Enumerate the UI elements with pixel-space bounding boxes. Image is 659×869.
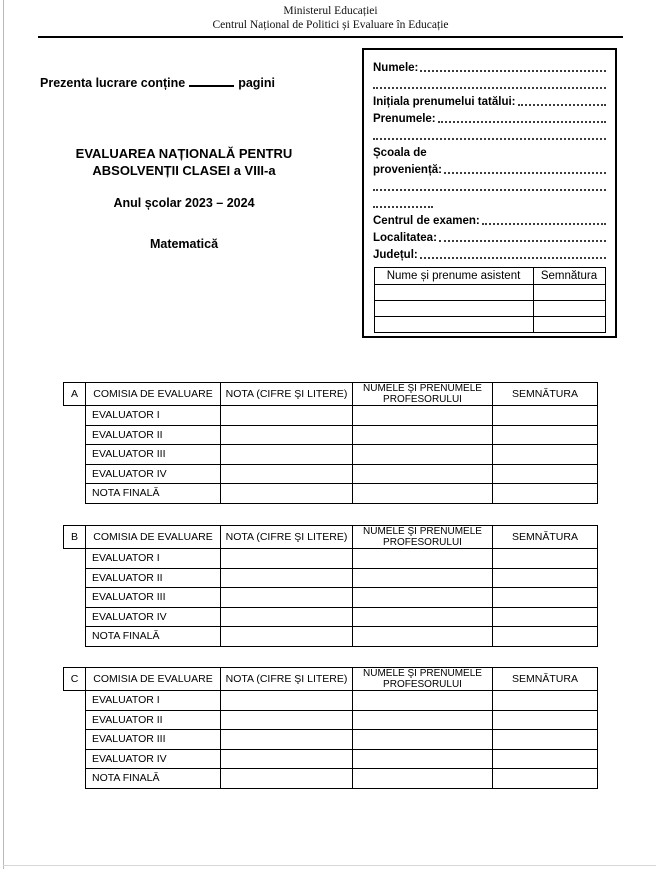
table-row [64, 425, 598, 445]
grade-cell [221, 464, 353, 484]
field-scoala-line2 [373, 160, 606, 177]
professor-name-cell [353, 549, 493, 569]
commission-column-header: COMISIA DE EVALUARE [86, 383, 221, 406]
table-row [64, 769, 598, 789]
professor-name-cell [353, 445, 493, 465]
assistant-signature-cell [533, 285, 605, 301]
commission-column-header: COMISIA DE EVALUARE [86, 526, 221, 549]
field-centrul [373, 211, 606, 228]
field-judetul [373, 245, 606, 262]
signature-cell [493, 549, 598, 569]
eval-table-b-letter: B [64, 526, 86, 549]
eval-table-b [63, 525, 598, 647]
field-numele-extra [373, 75, 606, 92]
eval-table-c [63, 667, 598, 789]
signature-cell [493, 484, 598, 504]
school-year: Anul școlar 2023 – 2024 [113, 196, 255, 210]
final-grade-row-label: NOTA FINALĂ [86, 769, 221, 789]
center-name: Centrul Național de Politici și Evaluare în Educație [212, 18, 449, 31]
professor-name-column-header [353, 526, 493, 549]
page-bottom-edge [3, 865, 656, 866]
scoala-dotted-line [444, 172, 606, 174]
evaluator-row-label: EVALUATOR I [86, 549, 221, 569]
table-row [64, 607, 598, 627]
numele-label: Numele: [373, 62, 419, 74]
final-grade-row-label: NOTA FINALĂ [86, 484, 221, 504]
eval-table-a [63, 382, 598, 504]
ministry-name: Ministerul Educației [283, 5, 378, 17]
judetul-dotted-line [420, 257, 606, 259]
professor-name-cell [353, 769, 493, 789]
eval-table-c-header-row [64, 668, 598, 691]
grade-column-header: NOTA (CIFRE ŞI LITERE) [221, 668, 353, 691]
letter-column-spacer [64, 568, 86, 588]
eval-table-c-letter: C [64, 668, 86, 691]
evaluator-row-label: EVALUATOR IV [86, 464, 221, 484]
evaluator-row-label: EVALUATOR II [86, 425, 221, 445]
field-scoala-line1 [373, 143, 606, 160]
letter-column-spacer [64, 425, 86, 445]
prenumele-dotted-line-2 [373, 138, 606, 140]
field-numele [373, 58, 606, 75]
signature-cell [493, 627, 598, 647]
signature-cell [493, 691, 598, 711]
professor-name-cell [353, 749, 493, 769]
pages-statement [40, 76, 275, 90]
letter-column-spacer [64, 730, 86, 750]
evaluator-row-label: EVALUATOR IV [86, 749, 221, 769]
grade-cell [221, 710, 353, 730]
table-row [64, 627, 598, 647]
signature-cell [493, 769, 598, 789]
table-row [64, 588, 598, 608]
field-localitatea [373, 228, 606, 245]
professor-name-column-header [353, 383, 493, 406]
ministry-header [38, 5, 623, 32]
pages-statement-suffix: pagini [238, 76, 276, 90]
signature-column-header: SEMNĂTURA [493, 526, 598, 549]
grade-cell [221, 749, 353, 769]
professor-name-cell [353, 464, 493, 484]
signature-cell [493, 588, 598, 608]
centrul-dotted-line [482, 223, 606, 225]
letter-column-spacer [64, 769, 86, 789]
letter-column-spacer [64, 710, 86, 730]
professor-name-cell [353, 607, 493, 627]
final-grade-row-label: NOTA FINALĂ [86, 627, 221, 647]
professor-name-cell [353, 425, 493, 445]
signature-cell [493, 607, 598, 627]
centrul-label: Centrul de examen: [373, 215, 480, 227]
professor-name-header-line2: PROFESORULUI [383, 679, 462, 690]
exam-title-line1: EVALUAREA NAȚIONALĂ PENTRU [75, 146, 293, 161]
letter-column-spacer [64, 406, 86, 426]
grade-cell [221, 406, 353, 426]
signature-cell [493, 406, 598, 426]
letter-column-spacer [64, 588, 86, 608]
professor-name-cell [353, 588, 493, 608]
field-prenumele-extra [373, 126, 606, 143]
assistant-table [374, 267, 606, 333]
grade-cell [221, 730, 353, 750]
numele-dotted-line-2 [373, 87, 606, 89]
pages-count-blank [189, 76, 234, 87]
letter-column-spacer [64, 484, 86, 504]
assistant-signature-cell [533, 317, 605, 333]
assistant-table-header-row [374, 268, 605, 285]
exam-title-line2: ABSOLVENȚII CLASEI a VIII-a [92, 163, 276, 178]
letter-column-spacer [64, 627, 86, 647]
professor-name-header-line1: NUMELE ŞI PRENUMELE [363, 668, 482, 679]
professor-name-header-line2: PROFESORULUI [383, 394, 462, 405]
eval-table-a-letter: A [64, 383, 86, 406]
localitatea-label: Localitatea: [373, 232, 437, 244]
assistant-table-row [374, 317, 605, 333]
table-row [64, 568, 598, 588]
grade-column-header: NOTA (CIFRE ŞI LITERE) [221, 526, 353, 549]
grade-cell [221, 588, 353, 608]
evaluator-row-label: EVALUATOR I [86, 406, 221, 426]
table-row [64, 730, 598, 750]
letter-column-spacer [64, 464, 86, 484]
field-prenumele [373, 109, 606, 126]
initiala-dotted-line [518, 104, 607, 106]
table-row [64, 749, 598, 769]
scoala-dotted-line-2 [373, 189, 606, 191]
grade-column-header: NOTA (CIFRE ŞI LITERE) [221, 383, 353, 406]
evaluator-row-label: EVALUATOR II [86, 568, 221, 588]
subject-title: Matematică [149, 237, 219, 251]
eval-table-b-header-row [64, 526, 598, 549]
signature-cell [493, 749, 598, 769]
exam-title [35, 145, 333, 179]
initiala-label: Inițiala prenumelui tatălui: [373, 96, 516, 108]
scoala-label-line1: Școala de [373, 147, 427, 159]
assistant-signature-column-header: Semnătura [533, 268, 605, 285]
evaluator-row-label: EVALUATOR III [86, 588, 221, 608]
signature-cell [493, 730, 598, 750]
signature-cell [493, 445, 598, 465]
signature-cell [493, 710, 598, 730]
grade-cell [221, 627, 353, 647]
letter-column-spacer [64, 607, 86, 627]
professor-name-header-line1: NUMELE ŞI PRENUMELE [363, 526, 482, 537]
letter-column-spacer [64, 749, 86, 769]
commission-column-header: COMISIA DE EVALUARE [86, 668, 221, 691]
numele-dotted-line [420, 70, 606, 72]
professor-name-cell [353, 710, 493, 730]
assistant-table-row [374, 301, 605, 317]
professor-name-cell [353, 730, 493, 750]
professor-name-cell [353, 568, 493, 588]
table-row [64, 464, 598, 484]
letter-column-spacer [64, 691, 86, 711]
prenumele-label: Prenumele: [373, 113, 436, 125]
professor-name-cell [353, 691, 493, 711]
letter-column-spacer [64, 445, 86, 465]
assistant-name-cell [374, 285, 533, 301]
grade-cell [221, 445, 353, 465]
professor-name-cell [353, 406, 493, 426]
evaluator-row-label: EVALUATOR II [86, 710, 221, 730]
signature-cell [493, 568, 598, 588]
table-row [64, 406, 598, 426]
evaluator-row-label: EVALUATOR I [86, 691, 221, 711]
signature-cell [493, 464, 598, 484]
assistant-signature-cell [533, 301, 605, 317]
grade-cell [221, 769, 353, 789]
grade-cell [221, 425, 353, 445]
header-rule [38, 36, 623, 38]
grade-cell [221, 607, 353, 627]
pages-statement-prefix: Prezenta lucrare conține [40, 76, 186, 90]
assistant-table-row [374, 285, 605, 301]
grade-cell [221, 691, 353, 711]
evaluator-row-label: EVALUATOR III [86, 445, 221, 465]
student-info-box [362, 48, 617, 338]
table-row [64, 549, 598, 569]
prenumele-dotted-line [438, 121, 606, 123]
signature-column-header: SEMNĂTURA [493, 383, 598, 406]
evaluator-row-label: EVALUATOR III [86, 730, 221, 750]
grade-cell [221, 484, 353, 504]
field-scoala-extra1 [373, 177, 606, 194]
professor-name-cell [353, 484, 493, 504]
assistant-name-cell [374, 317, 533, 333]
field-initiala [373, 92, 606, 109]
judetul-label: Județul: [373, 249, 418, 261]
page-left-edge [3, 0, 4, 869]
localitatea-dotted-line [439, 240, 606, 242]
scoala-label-line2: proveniență: [373, 164, 443, 176]
grade-cell [221, 568, 353, 588]
assistant-name-column-header: Nume și prenume asistent [374, 268, 533, 285]
grade-cell [221, 549, 353, 569]
field-scoala-extra2 [373, 194, 606, 211]
assistant-name-cell [374, 301, 533, 317]
professor-name-header-line1: NUMELE ŞI PRENUMELE [363, 383, 482, 394]
table-row [64, 484, 598, 504]
table-row [64, 710, 598, 730]
evaluator-row-label: EVALUATOR IV [86, 607, 221, 627]
table-row [64, 691, 598, 711]
professor-name-header-line2: PROFESORULUI [383, 537, 462, 548]
eval-table-a-header-row [64, 383, 598, 406]
scoala-dotted-line-3 [373, 206, 433, 208]
signature-column-header: SEMNĂTURA [493, 668, 598, 691]
table-row [64, 445, 598, 465]
signature-cell [493, 425, 598, 445]
letter-column-spacer [64, 549, 86, 569]
professor-name-cell [353, 627, 493, 647]
professor-name-column-header [353, 668, 493, 691]
